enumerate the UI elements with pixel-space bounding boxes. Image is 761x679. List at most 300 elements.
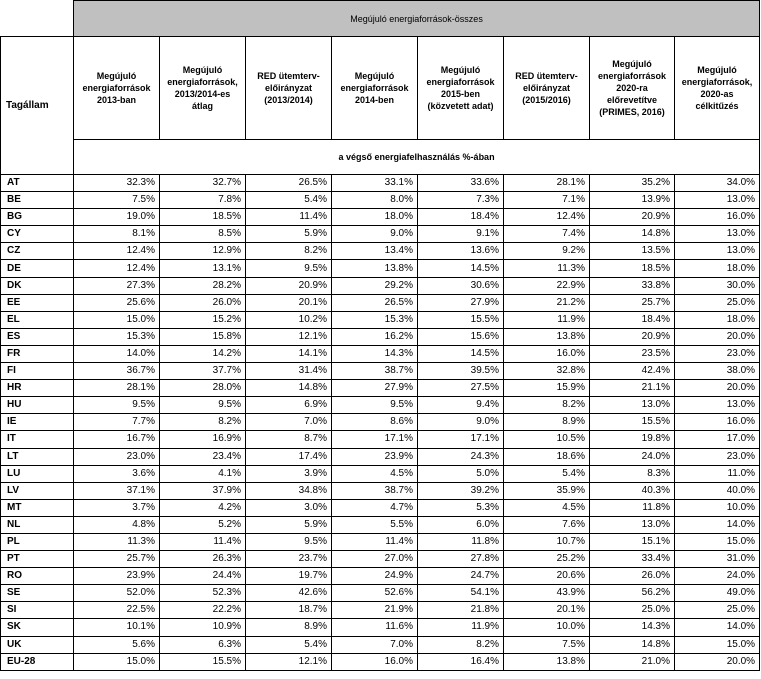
value-cell: 16.0% [675,209,760,226]
column-header: Megújuló energiaforrások, 2020-as célkitűzés [675,37,760,140]
value-cell: 29.2% [332,277,418,294]
value-cell: 12.4% [74,243,160,260]
value-cell: 3.6% [74,465,160,482]
value-cell: 25.2% [504,551,590,568]
value-cell: 11.0% [675,465,760,482]
value-cell: 26.3% [160,551,246,568]
value-cell: 12.4% [74,260,160,277]
value-cell: 15.0% [74,311,160,328]
table-row [1,653,760,670]
value-cell: 7.0% [246,414,332,431]
value-cell: 24.4% [160,568,246,585]
value-cell: 8.9% [246,619,332,636]
table-row [1,328,760,345]
state-column-header: Tagállam [1,37,74,175]
unit-label: a végső energiafelhasználás %-ában [74,140,760,175]
value-cell: 28.0% [160,380,246,397]
value-cell: 10.0% [675,499,760,516]
value-cell: 30.6% [418,277,504,294]
member-state-cell: SE [1,585,74,602]
value-cell: 14.3% [332,345,418,362]
value-cell: 20.0% [675,653,760,670]
member-state-cell: PT [1,551,74,568]
value-cell: 5.6% [74,636,160,653]
table-row [1,345,760,362]
value-cell: 33.1% [332,175,418,192]
value-cell: 14.8% [590,226,675,243]
value-cell: 13.5% [590,243,675,260]
value-cell: 27.8% [418,551,504,568]
member-state-cell: HU [1,397,74,414]
value-cell: 13.1% [160,260,246,277]
value-cell: 15.1% [590,533,675,550]
value-cell: 19.0% [74,209,160,226]
member-state-cell: BG [1,209,74,226]
value-cell: 10.9% [160,619,246,636]
value-cell: 54.1% [418,585,504,602]
value-cell: 16.9% [160,431,246,448]
value-cell: 18.0% [332,209,418,226]
value-cell: 28.2% [160,277,246,294]
value-cell: 38.7% [332,482,418,499]
value-cell: 7.0% [332,636,418,653]
member-state-cell: FR [1,345,74,362]
value-cell: 3.9% [246,465,332,482]
value-cell: 22.2% [160,602,246,619]
table-row [1,533,760,550]
value-cell: 25.0% [590,602,675,619]
table-row [1,465,760,482]
value-cell: 39.2% [418,482,504,499]
value-cell: 5.5% [332,516,418,533]
member-state-cell: LT [1,448,74,465]
value-cell: 14.5% [418,345,504,362]
column-header: Megújuló energiaforrások 2015-ben (közvetett adat) [418,37,504,140]
value-cell: 9.5% [160,397,246,414]
value-cell: 25.7% [74,551,160,568]
value-cell: 15.5% [418,311,504,328]
value-cell: 7.7% [74,414,160,431]
value-cell: 25.7% [590,294,675,311]
table-row [1,636,760,653]
value-cell: 18.4% [418,209,504,226]
value-cell: 21.9% [332,602,418,619]
value-cell: 15.3% [74,328,160,345]
value-cell: 8.6% [332,414,418,431]
value-cell: 37.1% [74,482,160,499]
value-cell: 52.6% [332,585,418,602]
member-state-cell: DK [1,277,74,294]
member-state-cell: IE [1,414,74,431]
column-header: Megújuló energiaforrások, 2013/2014-es átlag [160,37,246,140]
value-cell: 23.0% [675,345,760,362]
member-state-cell: NL [1,516,74,533]
value-cell: 34.8% [246,482,332,499]
value-cell: 14.0% [675,516,760,533]
column-header: RED ütemterv-előirányzat (2015/2016) [504,37,590,140]
value-cell: 31.0% [675,551,760,568]
value-cell: 11.3% [504,260,590,277]
value-cell: 3.0% [246,499,332,516]
value-cell: 11.3% [74,533,160,550]
value-cell: 17.1% [418,431,504,448]
value-cell: 27.5% [418,380,504,397]
value-cell: 5.9% [246,516,332,533]
value-cell: 17.0% [675,431,760,448]
value-cell: 15.0% [675,636,760,653]
value-cell: 40.0% [675,482,760,499]
value-cell: 27.9% [332,380,418,397]
value-cell: 16.4% [418,653,504,670]
value-cell: 43.9% [504,585,590,602]
value-cell: 5.2% [160,516,246,533]
column-header: Megújuló energiaforrások 2013-ban [74,37,160,140]
table-row [1,568,760,585]
value-cell: 10.2% [246,311,332,328]
value-cell: 18.5% [160,209,246,226]
value-cell: 36.7% [74,363,160,380]
value-cell: 32.3% [74,175,160,192]
table-row [1,448,760,465]
value-cell: 15.3% [332,311,418,328]
value-cell: 19.7% [246,568,332,585]
value-cell: 39.5% [418,363,504,380]
value-cell: 13.6% [418,243,504,260]
value-cell: 9.5% [332,397,418,414]
value-cell: 4.8% [74,516,160,533]
value-cell: 5.4% [246,636,332,653]
value-cell: 12.4% [504,209,590,226]
table-row [1,431,760,448]
value-cell: 37.7% [160,363,246,380]
value-cell: 17.4% [246,448,332,465]
value-cell: 10.5% [504,431,590,448]
value-cell: 33.8% [590,277,675,294]
column-header: RED ütemterv-előirányzat (2013/2014) [246,37,332,140]
value-cell: 13.0% [675,397,760,414]
member-state-cell: RO [1,568,74,585]
value-cell: 4.7% [332,499,418,516]
value-cell: 17.1% [332,431,418,448]
value-cell: 20.0% [675,328,760,345]
value-cell: 16.0% [504,345,590,362]
value-cell: 25.0% [675,602,760,619]
value-cell: 15.8% [160,328,246,345]
value-cell: 42.4% [590,363,675,380]
value-cell: 22.9% [504,277,590,294]
value-cell: 27.3% [74,277,160,294]
value-cell: 23.9% [74,568,160,585]
value-cell: 23.0% [675,448,760,465]
table-row [1,294,760,311]
value-cell: 28.1% [504,175,590,192]
member-state-cell: PL [1,533,74,550]
member-state-cell: MT [1,499,74,516]
value-cell: 13.8% [504,653,590,670]
table-row [1,397,760,414]
value-cell: 23.9% [332,448,418,465]
value-cell: 14.8% [246,380,332,397]
table-row [1,585,760,602]
value-cell: 35.2% [590,175,675,192]
value-cell: 14.8% [590,636,675,653]
value-cell: 27.0% [332,551,418,568]
table-row [1,414,760,431]
table-row [1,260,760,277]
value-cell: 9.5% [74,397,160,414]
table-row [1,482,760,499]
value-cell: 26.5% [332,294,418,311]
value-cell: 18.0% [675,260,760,277]
value-cell: 11.4% [246,209,332,226]
table-row [1,209,760,226]
value-cell: 7.6% [504,516,590,533]
value-cell: 28.1% [74,380,160,397]
table-row [1,363,760,380]
value-cell: 14.2% [160,345,246,362]
value-cell: 3.7% [74,499,160,516]
value-cell: 49.0% [675,585,760,602]
value-cell: 7.1% [504,192,590,209]
value-cell: 13.0% [675,192,760,209]
member-state-cell: UK [1,636,74,653]
value-cell: 15.5% [590,414,675,431]
column-header: Megújuló energiaforrások 2014-ben [332,37,418,140]
value-cell: 8.2% [246,243,332,260]
value-cell: 8.9% [504,414,590,431]
value-cell: 9.4% [418,397,504,414]
member-state-cell: EU-28 [1,653,74,670]
value-cell: 38.7% [332,363,418,380]
value-cell: 27.9% [418,294,504,311]
value-cell: 24.0% [675,568,760,585]
value-cell: 33.4% [590,551,675,568]
value-cell: 7.8% [160,192,246,209]
value-cell: 12.1% [246,328,332,345]
value-cell: 13.8% [332,260,418,277]
value-cell: 7.3% [418,192,504,209]
value-cell: 16.0% [675,414,760,431]
value-cell: 37.9% [160,482,246,499]
value-cell: 24.7% [418,568,504,585]
value-cell: 7.4% [504,226,590,243]
table-body [1,175,760,671]
corner-cell [1,1,74,37]
member-state-cell: CZ [1,243,74,260]
value-cell: 20.9% [246,277,332,294]
value-cell: 26.0% [590,568,675,585]
value-cell: 11.9% [504,311,590,328]
value-cell: 9.5% [246,260,332,277]
table-row [1,602,760,619]
member-state-cell: EE [1,294,74,311]
member-state-cell: EL [1,311,74,328]
value-cell: 11.4% [160,533,246,550]
member-state-cell: LU [1,465,74,482]
table-row [1,226,760,243]
value-cell: 12.9% [160,243,246,260]
value-cell: 24.9% [332,568,418,585]
value-cell: 21.8% [418,602,504,619]
member-state-cell: IT [1,431,74,448]
value-cell: 12.1% [246,653,332,670]
value-cell: 18.0% [675,311,760,328]
table-row [1,243,760,260]
value-cell: 4.1% [160,465,246,482]
value-cell: 8.2% [504,397,590,414]
table-row [1,516,760,533]
value-cell: 5.4% [504,465,590,482]
member-state-cell: SK [1,619,74,636]
value-cell: 11.4% [332,533,418,550]
value-cell: 21.0% [590,653,675,670]
value-cell: 25.6% [74,294,160,311]
value-cell: 7.5% [74,192,160,209]
value-cell: 4.5% [504,499,590,516]
value-cell: 56.2% [590,585,675,602]
value-cell: 31.4% [246,363,332,380]
value-cell: 23.0% [74,448,160,465]
value-cell: 6.0% [418,516,504,533]
value-cell: 9.0% [332,226,418,243]
value-cell: 16.7% [74,431,160,448]
value-cell: 25.0% [675,294,760,311]
value-cell: 8.0% [332,192,418,209]
value-cell: 9.2% [504,243,590,260]
member-state-cell: FI [1,363,74,380]
value-cell: 11.6% [332,619,418,636]
value-cell: 52.0% [74,585,160,602]
value-cell: 26.5% [246,175,332,192]
value-cell: 11.8% [590,499,675,516]
value-cell: 19.8% [590,431,675,448]
member-state-cell: DE [1,260,74,277]
value-cell: 22.5% [74,602,160,619]
value-cell: 9.1% [418,226,504,243]
value-cell: 32.7% [160,175,246,192]
member-state-cell: LV [1,482,74,499]
table-row [1,192,760,209]
value-cell: 11.9% [418,619,504,636]
value-cell: 5.0% [418,465,504,482]
value-cell: 15.9% [504,380,590,397]
value-cell: 16.0% [332,653,418,670]
value-cell: 10.0% [504,619,590,636]
value-cell: 8.7% [246,431,332,448]
value-cell: 20.1% [504,602,590,619]
table-row [1,380,760,397]
value-cell: 20.9% [590,328,675,345]
value-cell: 40.3% [590,482,675,499]
value-cell: 13.0% [675,226,760,243]
value-cell: 9.0% [418,414,504,431]
value-cell: 20.6% [504,568,590,585]
member-state-cell: ES [1,328,74,345]
value-cell: 32.8% [504,363,590,380]
value-cell: 13.0% [590,397,675,414]
value-cell: 42.6% [246,585,332,602]
value-cell: 10.7% [504,533,590,550]
value-cell: 15.2% [160,311,246,328]
value-cell: 6.3% [160,636,246,653]
value-cell: 52.3% [160,585,246,602]
table-row [1,277,760,294]
value-cell: 18.4% [590,311,675,328]
member-state-cell: BE [1,192,74,209]
value-cell: 8.3% [590,465,675,482]
value-cell: 14.3% [590,619,675,636]
value-cell: 20.9% [590,209,675,226]
value-cell: 21.2% [504,294,590,311]
value-cell: 18.6% [504,448,590,465]
value-cell: 15.5% [160,653,246,670]
table-row [1,619,760,636]
value-cell: 20.0% [675,380,760,397]
member-state-cell: CY [1,226,74,243]
member-state-cell: SI [1,602,74,619]
value-cell: 15.0% [74,653,160,670]
value-cell: 13.0% [675,243,760,260]
value-cell: 18.7% [246,602,332,619]
value-cell: 5.4% [246,192,332,209]
value-cell: 23.7% [246,551,332,568]
table-row [1,311,760,328]
value-cell: 18.5% [590,260,675,277]
value-cell: 8.5% [160,226,246,243]
table-row [1,175,760,192]
value-cell: 14.0% [675,619,760,636]
value-cell: 15.0% [675,533,760,550]
value-cell: 30.0% [675,277,760,294]
value-cell: 13.0% [590,516,675,533]
member-state-cell: HR [1,380,74,397]
value-cell: 35.9% [504,482,590,499]
value-cell: 14.5% [418,260,504,277]
value-cell: 4.2% [160,499,246,516]
value-cell: 24.3% [418,448,504,465]
value-cell: 14.1% [246,345,332,362]
member-state-cell: AT [1,175,74,192]
value-cell: 34.0% [675,175,760,192]
value-cell: 4.5% [332,465,418,482]
value-cell: 16.2% [332,328,418,345]
value-cell: 11.8% [418,533,504,550]
value-cell: 8.2% [418,636,504,653]
table-row [1,499,760,516]
group-header: Megújuló energiaforrások-összes [74,1,760,37]
value-cell: 13.4% [332,243,418,260]
value-cell: 9.5% [246,533,332,550]
value-cell: 38.0% [675,363,760,380]
value-cell: 21.1% [590,380,675,397]
value-cell: 15.6% [418,328,504,345]
value-cell: 13.8% [504,328,590,345]
value-cell: 8.2% [160,414,246,431]
value-cell: 6.9% [246,397,332,414]
value-cell: 14.0% [74,345,160,362]
value-cell: 10.1% [74,619,160,636]
value-cell: 23.4% [160,448,246,465]
value-cell: 23.5% [590,345,675,362]
value-cell: 7.5% [504,636,590,653]
table-row [1,551,760,568]
value-cell: 8.1% [74,226,160,243]
value-cell: 5.3% [418,499,504,516]
value-cell: 33.6% [418,175,504,192]
value-cell: 13.9% [590,192,675,209]
value-cell: 24.0% [590,448,675,465]
value-cell: 5.9% [246,226,332,243]
